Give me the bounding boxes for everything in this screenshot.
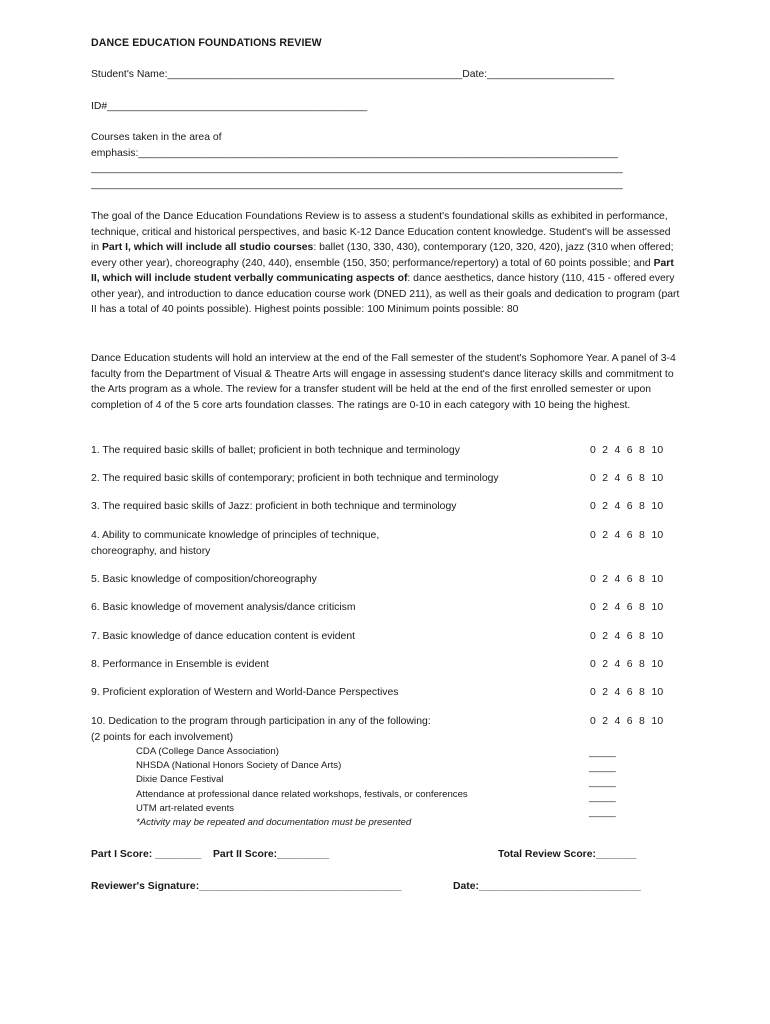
intro-text-a: The goal of the Dance Education Foundations Review is to assess a student's foundational skills as exhibited in performance, technique, critical and historical perspectives, and basic K-12 Dance Education content knowledge. Student's will be assessed in xyxy=(91,211,671,253)
courses-line-3[interactable]: ____________________________________________________________________________________________ xyxy=(91,178,623,190)
involvement-workshops: Attendance at professional dance related workshops, festivals, or conferences xyxy=(136,789,468,800)
rating-item-3: 3. The required basic skills of Jazz: proficient in both technique and terminology xyxy=(91,501,457,512)
rating-item-9: 9. Proficient exploration of Western and World-Dance Perspectives xyxy=(91,687,399,698)
rating-scale-5[interactable]: 0 2 4 6 8 10 xyxy=(590,574,664,585)
involvement-cda: CDA (College Dance Association) xyxy=(136,746,279,757)
rating-scale-10[interactable]: 0 2 4 6 8 10 xyxy=(590,716,664,727)
documentation-note: *Activity may be repeated and documentation must be presented xyxy=(136,817,412,828)
rating-item-10: 10. Dedication to the program through participation in any of the following: xyxy=(91,716,431,727)
involvement-blank-5[interactable]: _____ xyxy=(589,807,616,818)
rating-scale-1[interactable]: 0 2 4 6 8 10 xyxy=(590,445,664,456)
courses-label: Courses taken in the area of xyxy=(91,132,222,143)
rating-item-8: 8. Performance in Ensemble is evident xyxy=(91,659,269,670)
part1-score-field[interactable]: Part I Score: ________ xyxy=(91,849,202,860)
signature-date-field[interactable]: Date:____________________________ xyxy=(453,881,641,892)
involvement-nhsda: NHSDA (National Honors Society of Dance Arts) xyxy=(136,760,342,771)
intro-text-c: : ballet (130, 330, 430), contemporary (120, 320, 420), jazz (310 when offered; every other year), choreography (240, 440), ensemble (150, 350; performance/repertory) a total of 60 points possible; and xyxy=(91,242,674,269)
intro-part2-bold: Part II, which will include student verbally communicating aspects of xyxy=(91,257,674,284)
rating-scale-2[interactable]: 0 2 4 6 8 10 xyxy=(590,473,664,484)
rating-item-5: 5. Basic knowledge of composition/choreography xyxy=(91,574,317,585)
involvement-blank-3[interactable]: _____ xyxy=(589,777,616,788)
part2-score-field[interactable]: Part II Score:_________ xyxy=(213,849,330,860)
courses-line-1[interactable]: emphasis:___________________________________________________________________________________ xyxy=(91,147,618,159)
rating-scale-4[interactable]: 0 2 4 6 8 10 xyxy=(590,530,664,541)
rating-item-7: 7. Basic knowledge of dance education content is evident xyxy=(91,631,355,642)
rating-item-6: 6. Basic knowledge of movement analysis/dance criticism xyxy=(91,602,356,613)
interview-paragraph: Dance Education students will hold an interview at the end of the Fall semester of the student's Sophomore Year. A panel of 3-4 faculty from the Department of Visual & Theatre Arts will engage in assessing student's dance literacy skills and commitment to the Arts program as a whole. The review for a transfer student will be held at the end of the first enrolled semester or upon completion of 4 of the 5 core arts foundation classes. The ratings are 0-10 in each category with 10 being the highest. xyxy=(91,353,676,411)
involvement-utm: UTM art-related events xyxy=(136,803,235,814)
courses-line-2[interactable]: ____________________________________________________________________________________________ xyxy=(91,163,623,174)
rating-scale-6[interactable]: 0 2 4 6 8 10 xyxy=(590,602,664,613)
involvement-blank-4[interactable]: _____ xyxy=(589,792,616,803)
rating-scale-9[interactable]: 0 2 4 6 8 10 xyxy=(590,687,664,698)
rating-item-4: 4. Ability to communicate knowledge of principles of technique, choreography, and history xyxy=(91,530,380,557)
page-title: DANCE EDUCATION FOUNDATIONS REVIEW xyxy=(91,37,322,49)
rating-scale-8[interactable]: 0 2 4 6 8 10 xyxy=(590,659,664,670)
rating-scale-3[interactable]: 0 2 4 6 8 10 xyxy=(590,501,664,512)
rating-item-1: 1. The required basic skills of ballet; proficient in both technique and terminology xyxy=(91,445,460,456)
student-name-date-field[interactable]: Student's Name:___________________________________________________Date:______________________ xyxy=(91,69,615,80)
id-field[interactable]: ID#_____________________________________________ xyxy=(91,101,368,112)
rating-scale-7[interactable]: 0 2 4 6 8 10 xyxy=(590,631,664,642)
involvement-dixie: Dixie Dance Festival xyxy=(136,774,224,785)
rating-item-2: 2. The required basic skills of contemporary; proficient in both technique and terminology xyxy=(91,473,499,484)
courses-field[interactable] xyxy=(91,130,681,192)
total-score-field[interactable]: Total Review Score:_______ xyxy=(498,849,637,860)
item-10-points-note: (2 points for each involvement) xyxy=(91,732,234,743)
involvement-blank-1[interactable]: _____ xyxy=(589,747,616,758)
intro-text-e: : dance aesthetics, dance history (110, 415 - offered every other year), and introduction to dance education course work (DNED 211), as well as their goals and dedication to program (part II has a total of 40 points possible). Highest points possible: 100 Minimum points possible: 80 xyxy=(91,273,680,315)
involvement-blank-2[interactable]: _____ xyxy=(589,762,616,773)
intro-paragraph xyxy=(91,209,681,318)
reviewer-signature-field[interactable]: Reviewer's Signature:___________________________________ xyxy=(91,881,402,892)
intro-part1-bold: Part I, which will include all studio courses xyxy=(101,242,314,253)
